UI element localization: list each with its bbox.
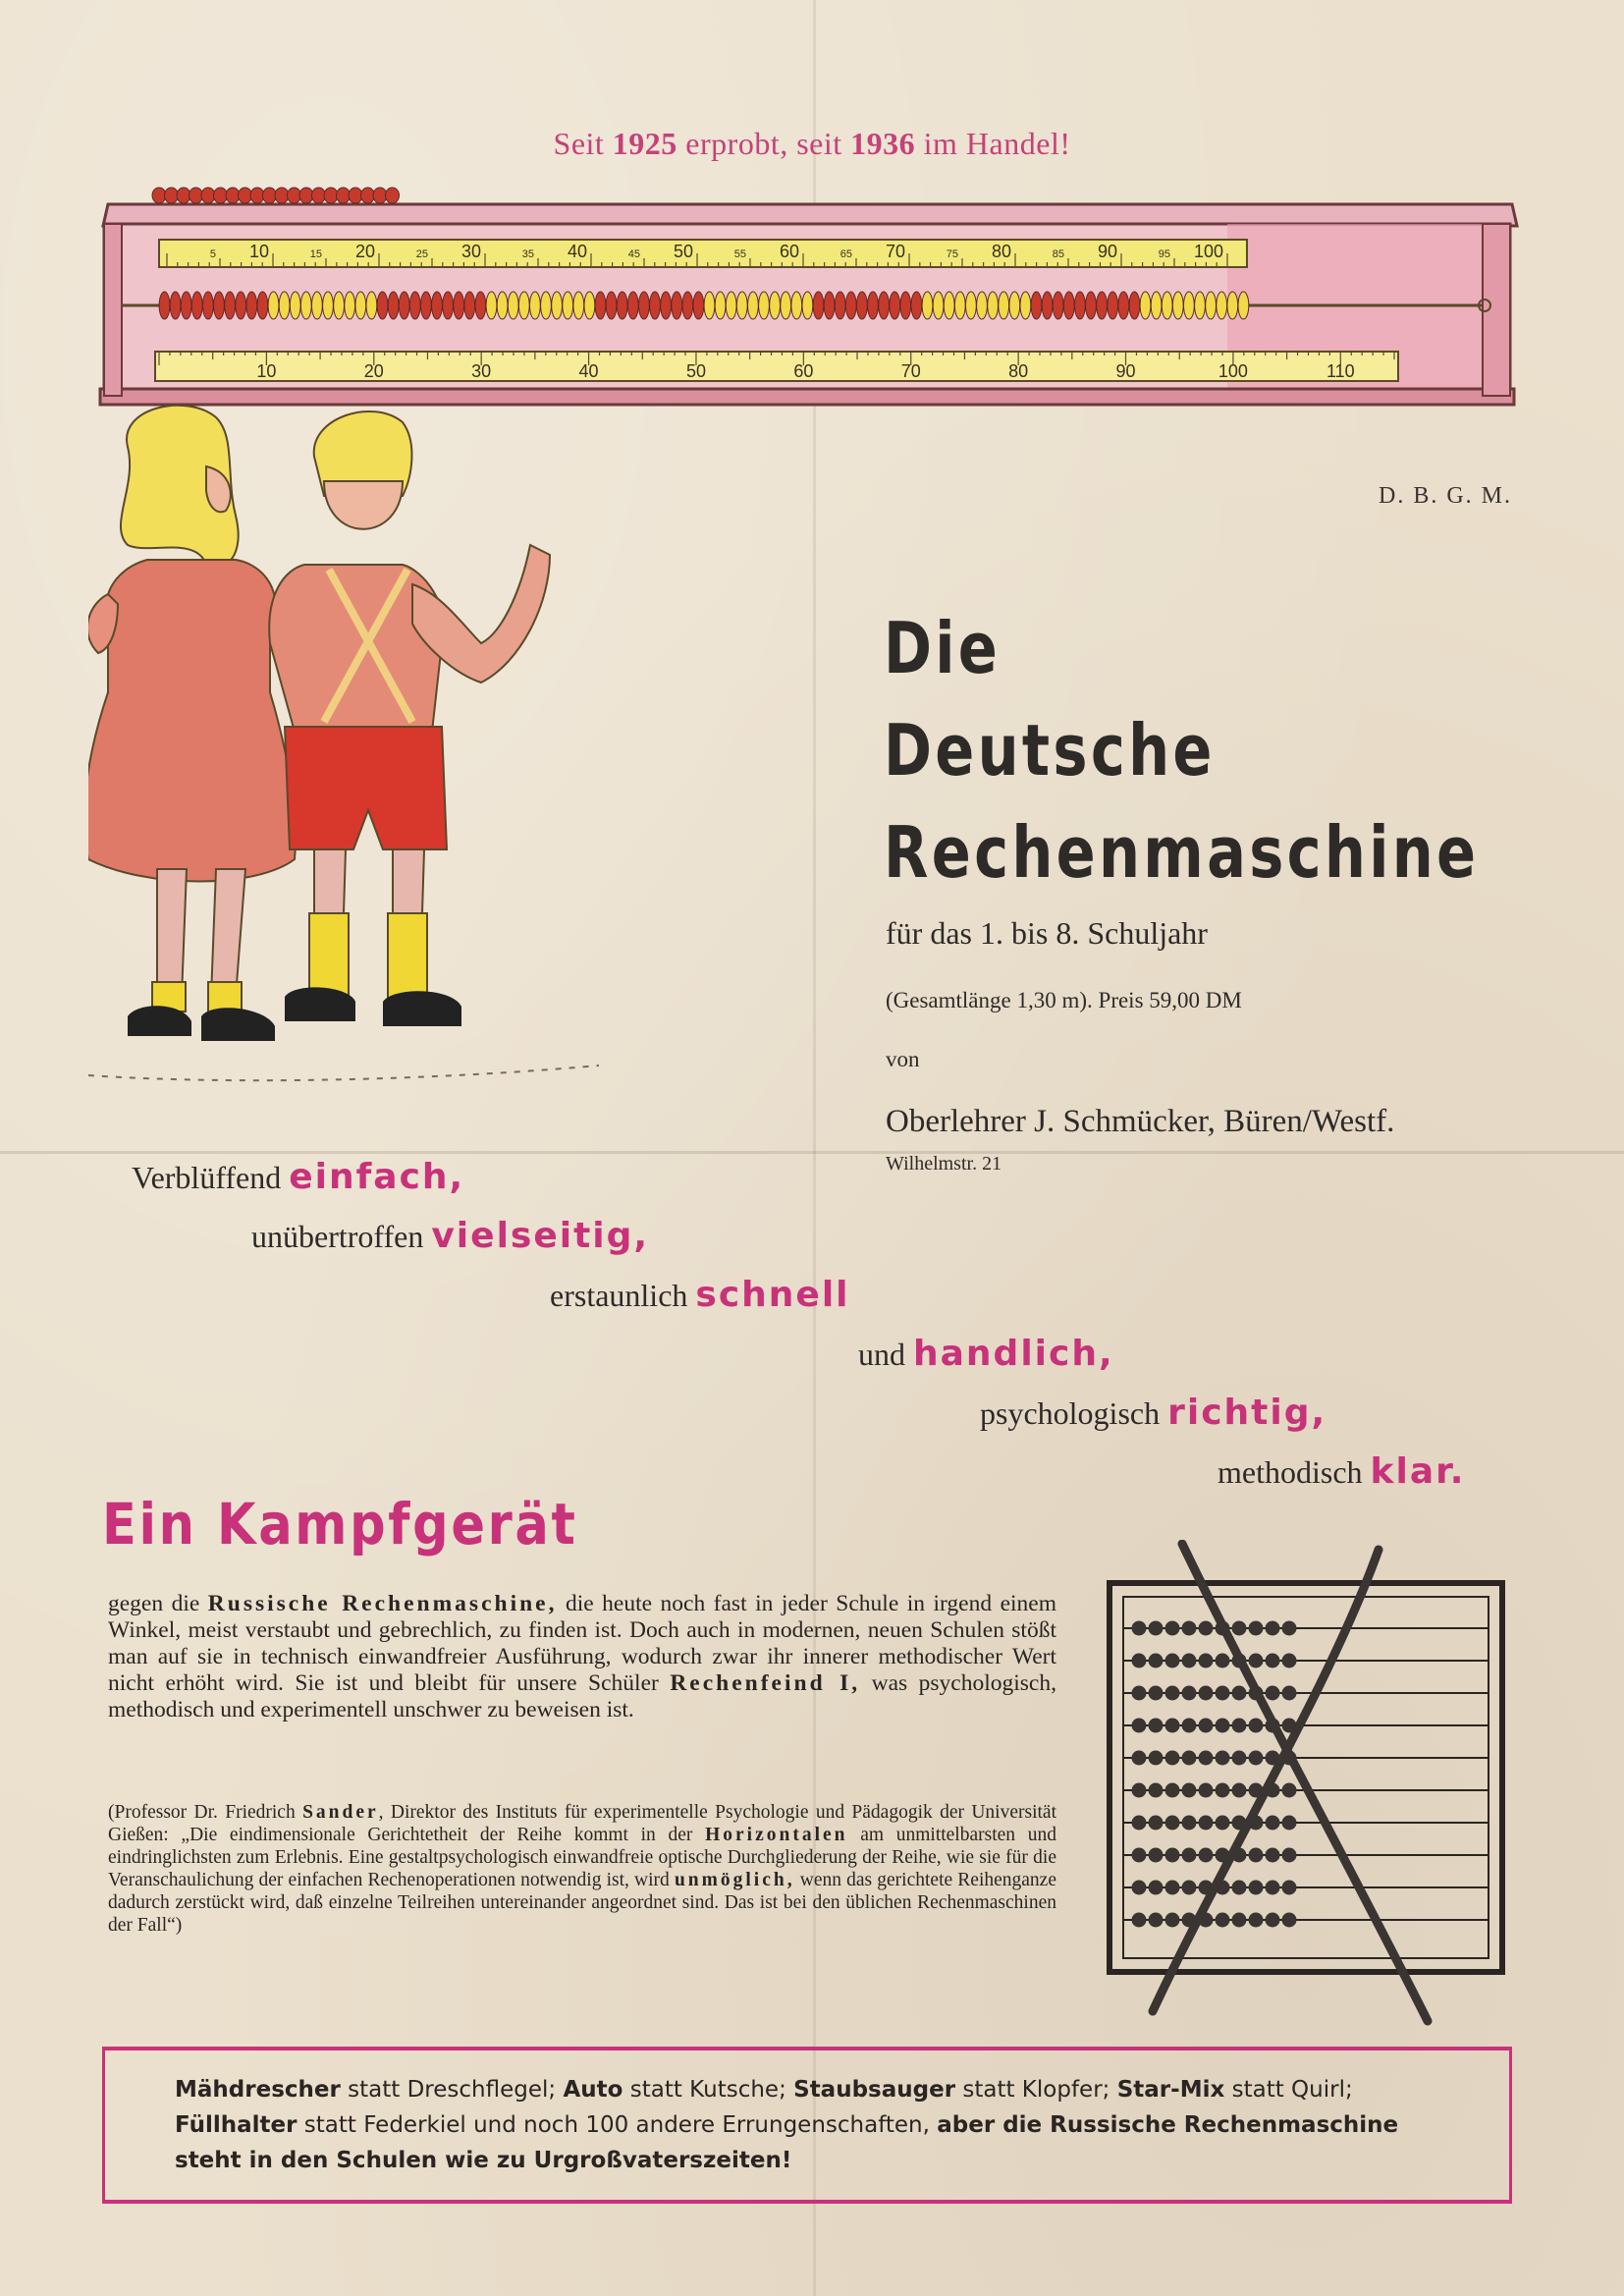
rod-bead xyxy=(312,292,323,319)
abacus-bead xyxy=(1182,1783,1197,1798)
abacus-bead xyxy=(1216,1751,1230,1766)
abacus-bead xyxy=(1282,1913,1297,1928)
abacus-bead xyxy=(1249,1719,1264,1733)
top-bead xyxy=(337,188,351,203)
children-illustration xyxy=(88,398,638,1105)
upper-scale-label: 70 xyxy=(885,242,905,261)
rod-bead xyxy=(203,292,214,319)
abacus-bead xyxy=(1132,1816,1147,1831)
abacus-bead xyxy=(1266,1881,1280,1895)
abacus-bead xyxy=(1232,1719,1247,1733)
lower-scale-label: 70 xyxy=(900,361,921,381)
abacus-bead xyxy=(1282,1848,1297,1863)
rod-bead xyxy=(563,292,573,319)
rod-bead xyxy=(584,292,595,319)
school-years-text: für das 1. bis 8. Schuljahr xyxy=(886,915,1208,951)
russian-abacus-crossed-illustration xyxy=(1104,1540,1536,2031)
rod-bead xyxy=(595,292,606,319)
rod-bead xyxy=(824,292,835,319)
rod-bead xyxy=(225,292,236,319)
abacus-bead xyxy=(1132,1783,1147,1798)
comparison-text: Mähdrescher statt Dreschflegel; Auto statt Kutsche; Staubsauger statt Klopfer; Star-Mix statt Quirl; Füllhalter statt Federkiel und noch 100 andere Errungenschaften, aber die Russische Rechenmaschine steht in den Schulen wie zu Urgroßvaterszeiten! xyxy=(175,2077,1399,2173)
sander-quote: (Professor Dr. Friedrich Sander, Direktor des Instituts für experimentelle Psychologie und Pädagogik der Universität Gießen: „Die eindimensionale Gerichtetheit der Reihe kommt in der Horizontalen am unmittelbarsten und eindringlichsten zum Erlebnis. Eine gestaltpsychologisch einwandfreie optische Durchgliederung der Reihe, wie sie für die Veranschaulichung der einfachen Rechenoperationen notwendig ist, wird unmöglich, wenn das gerichtete Reihenganze dadurch zerstückt wird, daß einzelne Teilreihen untereinander angeordnet sind. Das ist bei den üblichen Rechenmaschinen der Fall“) xyxy=(108,1802,1056,1936)
rod-bead xyxy=(1020,292,1031,319)
top-bead xyxy=(275,188,289,203)
abacus-bead xyxy=(1149,1751,1164,1766)
upper-scale-label: 75 xyxy=(946,248,958,260)
slogan-line-3: erstaunlich schnell xyxy=(550,1275,850,1315)
rod-bead xyxy=(802,292,813,319)
abacus-bead xyxy=(1232,1783,1247,1798)
rod-bead xyxy=(890,292,900,319)
abacus-bead xyxy=(1132,1881,1147,1895)
rod-bead xyxy=(1108,292,1118,319)
rod-bead xyxy=(508,292,518,319)
top-bead xyxy=(324,188,338,203)
lower-scale-label: 30 xyxy=(471,361,492,381)
rod-bead xyxy=(704,292,715,319)
abacus-bead xyxy=(1165,1848,1180,1863)
abacus-bead xyxy=(1249,1621,1264,1636)
abacus-bead xyxy=(1165,1783,1180,1798)
rod-bead xyxy=(1097,292,1108,319)
abacus-bead xyxy=(1149,1621,1164,1636)
lower-scale-label: 50 xyxy=(685,361,706,381)
upper-scale-label: 20 xyxy=(354,242,375,261)
rod-bead xyxy=(977,292,988,319)
rod-bead xyxy=(1140,292,1151,319)
rod-bead xyxy=(345,292,355,319)
rod-bead xyxy=(279,292,290,319)
author-name: Oberlehrer J. Schmücker, Büren/Westf. xyxy=(886,1104,1395,1139)
abacus-bead xyxy=(1266,1621,1280,1636)
rod-bead xyxy=(334,292,345,319)
upper-scale xyxy=(159,240,1247,267)
rod-bead xyxy=(726,292,736,319)
rod-bead xyxy=(1227,292,1238,319)
rod-bead xyxy=(1042,292,1053,319)
abacus-bead xyxy=(1282,1654,1297,1668)
fold-line-horizontal xyxy=(0,1151,1624,1154)
rod-bead xyxy=(1063,292,1074,319)
rod-bead xyxy=(170,292,181,319)
upper-scale-label: 30 xyxy=(460,242,481,261)
abacus-bead xyxy=(1132,1751,1147,1766)
abacus-bead xyxy=(1232,1621,1247,1636)
abacus-bead xyxy=(1149,1783,1164,1798)
rod-bead xyxy=(191,292,202,319)
abacus-bead xyxy=(1282,1686,1297,1701)
abacus-bead xyxy=(1282,1621,1297,1636)
lower-scale-label: 110 xyxy=(1326,361,1355,381)
rod-bead xyxy=(845,292,856,319)
abacus-bead xyxy=(1132,1913,1147,1928)
rod-bead xyxy=(1009,292,1020,319)
rod-bead xyxy=(933,292,944,319)
title-line-2: Deutsche xyxy=(884,709,1216,792)
rod-bead xyxy=(1118,292,1129,319)
abacus-bead xyxy=(1199,1783,1214,1798)
by-text: von xyxy=(886,1047,920,1071)
top-bead xyxy=(214,188,228,203)
rod-bead xyxy=(1238,292,1249,319)
rod-bead xyxy=(922,292,933,319)
abacus-bead xyxy=(1165,1686,1180,1701)
rod-bead xyxy=(573,292,584,319)
abacus-bead xyxy=(1182,1751,1197,1766)
abacus-bead xyxy=(1249,1848,1264,1863)
rod-bead xyxy=(541,292,552,319)
top-bead xyxy=(361,188,375,203)
abacus-bead xyxy=(1266,1913,1280,1928)
abacus-bead xyxy=(1165,1654,1180,1668)
abacus-bead xyxy=(1216,1783,1230,1798)
abacus-bead xyxy=(1249,1881,1264,1895)
abacus-bead xyxy=(1149,1719,1164,1733)
rod-bead xyxy=(857,292,868,319)
rod-bead xyxy=(257,292,268,319)
abacus-bead xyxy=(1182,1686,1197,1701)
upper-scale-label: 65 xyxy=(839,248,852,260)
rod-bead xyxy=(268,292,279,319)
top-bead xyxy=(152,188,166,203)
abacus-bead xyxy=(1149,1686,1164,1701)
top-bead-stack xyxy=(152,188,400,203)
abacus-bead xyxy=(1199,1686,1214,1701)
girl-figure xyxy=(88,406,296,1041)
product-details: (Gesamtlänge 1,30 m). Preis 59,00 DM xyxy=(886,988,1242,1012)
tagline: Seit 1925 erprobt, seit 1936 im Handel! xyxy=(553,126,1071,161)
abacus-bead xyxy=(1249,1751,1264,1766)
lower-scale-label: 60 xyxy=(793,361,814,381)
rod-bead xyxy=(464,292,475,319)
abacus-bead xyxy=(1149,1816,1164,1831)
upper-scale-label: 100 xyxy=(1193,242,1223,261)
abacus-bead xyxy=(1165,1881,1180,1895)
abacus-bead xyxy=(1216,1816,1230,1831)
rod-bead xyxy=(1129,292,1140,319)
rod-bead xyxy=(159,292,170,319)
lower-scale-label: 10 xyxy=(256,361,277,381)
dbgm-mark: D. B. G. M. xyxy=(1379,483,1513,509)
abacus-bead xyxy=(1182,1719,1197,1733)
top-bead xyxy=(177,188,190,203)
rod-bead xyxy=(1172,292,1183,319)
abacus-bead xyxy=(1266,1816,1280,1831)
rod-bead xyxy=(290,292,300,319)
abacus-bead xyxy=(1199,1751,1214,1766)
rod-bead xyxy=(300,292,311,319)
upper-scale-label: 55 xyxy=(733,248,746,260)
rod-bead xyxy=(1151,292,1162,319)
top-bead xyxy=(373,188,387,203)
upper-scale-label: 85 xyxy=(1052,248,1064,260)
abacus-bead xyxy=(1165,1816,1180,1831)
rod-bead xyxy=(475,292,486,319)
abacus-bead xyxy=(1149,1913,1164,1928)
abacus-bead xyxy=(1182,1848,1197,1863)
rod-bead xyxy=(966,292,977,319)
abacus-bead xyxy=(1149,1654,1164,1668)
rod-bead xyxy=(1075,292,1086,319)
rod-bead xyxy=(432,292,443,319)
abacus-bead xyxy=(1182,1881,1197,1895)
calculating-machine-illustration xyxy=(98,175,1522,410)
rod-bead xyxy=(999,292,1009,319)
top-bead xyxy=(165,188,179,203)
rod-bead xyxy=(736,292,747,319)
rod-bead xyxy=(650,292,661,319)
upper-scale-label: 50 xyxy=(673,242,693,261)
abacus-bead xyxy=(1182,1654,1197,1668)
abacus-bead xyxy=(1165,1621,1180,1636)
rod-bead xyxy=(639,292,650,319)
rod-bead xyxy=(530,292,541,319)
upper-scale-label: 90 xyxy=(1097,242,1117,261)
slogan-line-1: Verblüffend einfach, xyxy=(132,1157,465,1197)
rod-bead xyxy=(1206,292,1217,319)
lower-scale-label: 20 xyxy=(363,361,384,381)
abacus-bead xyxy=(1216,1719,1230,1733)
top-bead xyxy=(312,188,326,203)
abacus-bead xyxy=(1266,1654,1280,1668)
lower-scale-label: 90 xyxy=(1115,361,1136,381)
rod-bead xyxy=(813,292,824,319)
rod-bead xyxy=(944,292,954,319)
slogan-line-2: unübertroffen vielseitig, xyxy=(251,1216,650,1256)
abacus-bead xyxy=(1149,1848,1164,1863)
rod-bead xyxy=(879,292,890,319)
rod-bead xyxy=(518,292,529,319)
rod-bead xyxy=(911,292,922,319)
rod-bead xyxy=(377,292,388,319)
top-bead xyxy=(226,188,240,203)
rod-bead xyxy=(748,292,759,319)
upper-scale-label: 40 xyxy=(567,242,587,261)
abacus-bead xyxy=(1216,1913,1230,1928)
lower-scale-label: 80 xyxy=(1008,361,1029,381)
abacus-bead xyxy=(1216,1686,1230,1701)
abacus-bead xyxy=(1232,1686,1247,1701)
rod-bead xyxy=(759,292,770,319)
rod-bead xyxy=(900,292,911,319)
abacus-bead xyxy=(1199,1816,1214,1831)
rod-bead xyxy=(454,292,464,319)
lower-scale-label: 40 xyxy=(578,361,599,381)
rod-bead xyxy=(399,292,409,319)
slogan-line-4: und handlich, xyxy=(858,1334,1114,1374)
rod-bead xyxy=(770,292,781,319)
lower-scale xyxy=(155,352,1398,381)
abacus-bead xyxy=(1165,1913,1180,1928)
upper-scale-label: 35 xyxy=(521,248,534,260)
rod-bead xyxy=(246,292,257,319)
cross-line-2 xyxy=(1153,1550,1379,2011)
rod-bead xyxy=(355,292,366,319)
rod-bead xyxy=(1184,292,1195,319)
abacus-bead xyxy=(1132,1848,1147,1863)
rod-bead xyxy=(1053,292,1063,319)
rod-bead xyxy=(421,292,432,319)
abacus-bead xyxy=(1282,1783,1297,1798)
upper-scale-label: 60 xyxy=(779,242,799,261)
upper-scale-label: 15 xyxy=(309,248,322,260)
rod-bead xyxy=(552,292,563,319)
author-street: Wilhelmstr. 21 xyxy=(886,1153,1002,1175)
abacus-bead xyxy=(1132,1621,1147,1636)
rod-bead xyxy=(617,292,627,319)
rod-bead xyxy=(1217,292,1227,319)
abacus-bead xyxy=(1216,1654,1230,1668)
abacus-bead xyxy=(1182,1621,1197,1636)
rod-bead xyxy=(672,292,682,319)
upper-scale-label: 45 xyxy=(627,248,640,260)
rod-bead xyxy=(627,292,638,319)
abacus-bead xyxy=(1232,1751,1247,1766)
abacus-bead xyxy=(1165,1751,1180,1766)
abacus-bead xyxy=(1165,1719,1180,1733)
rod-bead xyxy=(1195,292,1206,319)
upper-scale-label: 5 xyxy=(209,248,216,260)
rod-bead xyxy=(835,292,845,319)
rod-bead xyxy=(388,292,399,319)
rod-bead xyxy=(1162,292,1172,319)
upper-scale-label: 80 xyxy=(991,242,1011,261)
rod-bead xyxy=(323,292,334,319)
slogan-line-5: psychologisch richtig, xyxy=(980,1393,1327,1433)
rod-bead xyxy=(214,292,225,319)
abacus-bead xyxy=(1232,1881,1247,1895)
kampf-paragraph: gegen die Russische Rechenmaschine, die heute noch fast in jeder Schule in irgend einem Winkel, meist verstaubt und gebrechlich, zu finden ist. Doch auch in modernen, neuen Schulen stößt man auf sie in technisch einwandfreier Ausführung, wodurch zwar ihr innerer methodischer Wert nicht erhöht wird. Sie ist und bleibt für unsere Schüler Rechenfeind I, was psychologisch, methodisch und experimentell unschwer zu beweisen ist. xyxy=(108,1591,1056,1722)
rod-bead xyxy=(682,292,693,319)
abacus-bead xyxy=(1199,1654,1214,1668)
abacus-bead xyxy=(1182,1816,1197,1831)
abacus-bead xyxy=(1282,1881,1297,1895)
rod-bead xyxy=(693,292,704,319)
rod-bead xyxy=(486,292,497,319)
upper-scale-label: 95 xyxy=(1158,248,1170,260)
rod-bead xyxy=(868,292,879,319)
rod-bead xyxy=(661,292,672,319)
rod-bead xyxy=(409,292,420,319)
top-bead xyxy=(239,188,252,203)
rod-bead xyxy=(366,292,377,319)
abacus-bead xyxy=(1266,1848,1280,1863)
abacus-bead xyxy=(1249,1654,1264,1668)
rod-bead xyxy=(1086,292,1097,319)
top-bead xyxy=(189,188,203,203)
product-title xyxy=(884,597,1479,903)
rod-bead xyxy=(791,292,802,319)
rod-bead xyxy=(1031,292,1042,319)
abacus-bead xyxy=(1199,1621,1214,1636)
rod-bead xyxy=(715,292,726,319)
title-line-3: Rechenmaschine xyxy=(884,811,1480,894)
rod-bead xyxy=(781,292,791,319)
abacus-bead xyxy=(1149,1881,1164,1895)
top-bead xyxy=(288,188,301,203)
abacus-bead xyxy=(1249,1913,1264,1928)
rod-bead xyxy=(606,292,617,319)
kampf-heading: Ein Kampfgerät xyxy=(102,1491,578,1558)
title-line-1: Die xyxy=(884,607,1001,689)
abacus-bead xyxy=(1132,1719,1147,1733)
rod-bead xyxy=(497,292,508,319)
cross-line-1 xyxy=(1182,1544,1428,2021)
abacus-bead xyxy=(1266,1686,1280,1701)
slogan-line-6: methodisch klar. xyxy=(1218,1451,1466,1492)
upper-scale-label: 25 xyxy=(415,248,428,260)
top-bead xyxy=(250,188,264,203)
top-bead xyxy=(263,188,277,203)
rod-bead xyxy=(443,292,454,319)
rod-bead xyxy=(181,292,191,319)
abacus-bead xyxy=(1199,1719,1214,1733)
abacus-bead xyxy=(1132,1654,1147,1668)
rod-bead xyxy=(988,292,999,319)
abacus-bead xyxy=(1132,1686,1147,1701)
rod-bead xyxy=(236,292,246,319)
abacus-bead xyxy=(1232,1913,1247,1928)
rod-bead xyxy=(954,292,965,319)
abacus-bead xyxy=(1199,1848,1214,1863)
boy-figure xyxy=(269,411,550,1026)
box-bottom-line xyxy=(102,2200,1512,2204)
top-bead xyxy=(386,188,400,203)
lower-scale-label: 100 xyxy=(1218,361,1248,381)
abacus-bead xyxy=(1282,1816,1297,1831)
top-bead xyxy=(349,188,362,203)
upper-scale-label: 10 xyxy=(248,242,269,261)
top-bead xyxy=(299,188,313,203)
top-bead xyxy=(201,188,215,203)
